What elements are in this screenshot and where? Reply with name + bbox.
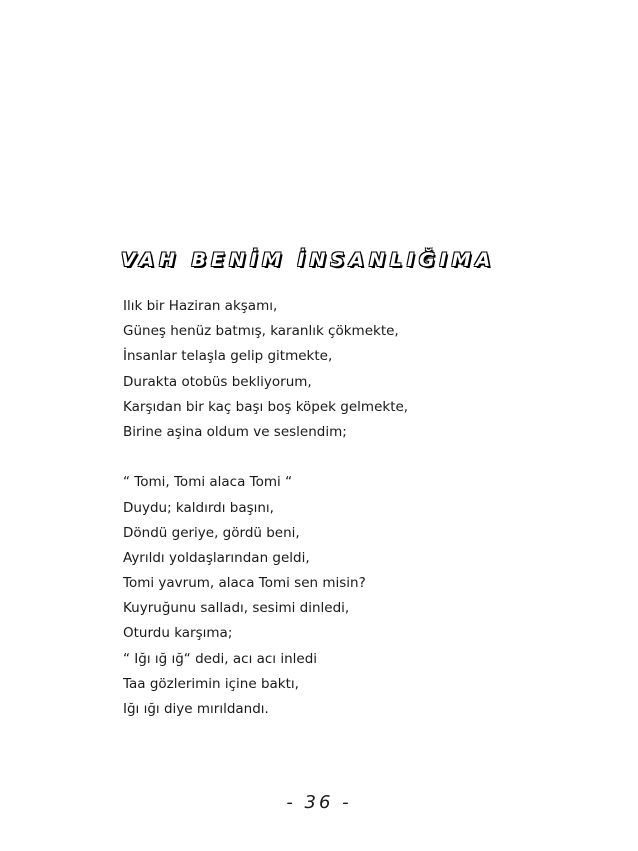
page-number: - 36 - <box>286 792 352 813</box>
poem-line: Döndü geriye, gördü beni, <box>123 524 300 541</box>
poem-line: Duydu; kaldırdı başını, <box>123 499 274 516</box>
stanza-break <box>123 445 408 470</box>
poem-line: Iğı ığı diye mırıldandı. <box>123 701 269 717</box>
poem-line: Taa gözlerimin içine baktı, <box>123 675 299 692</box>
poem-line: Ayrıldı yoldaşlarından geldi, <box>123 549 310 566</box>
poem-line: Birine aşina oldum ve seslendim; <box>123 423 347 440</box>
poem-line: Oturdu karşıma; <box>123 625 233 642</box>
poem-line: Durakta otobüs bekliyorum, <box>123 373 312 390</box>
poem-line: İnsanlar telaşla gelip gitmekte, <box>123 348 333 365</box>
poem-line: Kuyruğunu salladı, sesimi dinledi, <box>123 600 350 617</box>
poem-line: Tomi yavrum, alaca Tomi sen misin? <box>123 575 366 592</box>
poem-line: “ Tomi, Tomi alaca Tomi “ <box>123 474 293 491</box>
poem-line: Karşıdan bir kaç başı boş köpek gelmekte, <box>123 398 409 415</box>
poem-line: Güneş henüz batmış, karanlık çökmekte, <box>123 323 399 340</box>
poem-line: Ilık bir Haziran akşamı, <box>123 298 278 314</box>
poem-title: VAH BENİM İNSANLIĞIMA <box>121 249 496 271</box>
poem-body <box>123 294 408 722</box>
poem-line: “ Iğı ığ ığ“ dedi, acı acı inledi <box>123 650 318 667</box>
